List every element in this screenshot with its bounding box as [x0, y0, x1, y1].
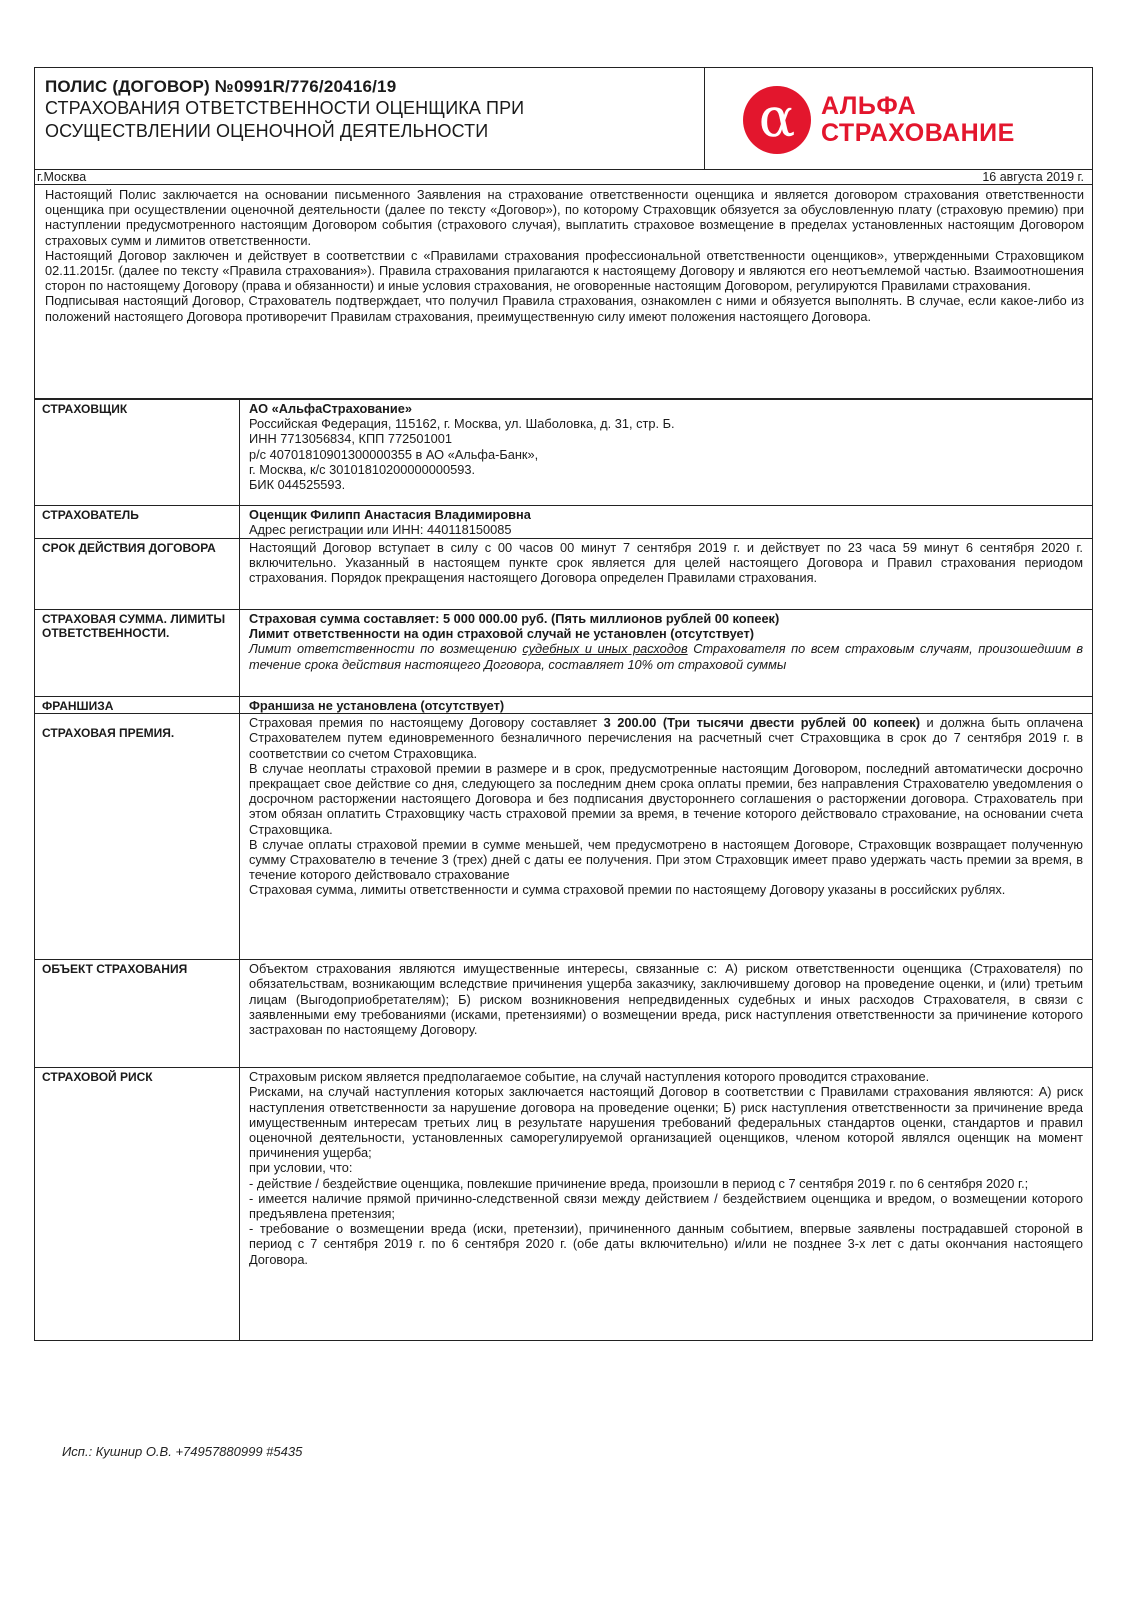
risk-condition: - действие / бездействие оценщика, повлекшие причинение вреда, произошли в период с 7 сентября 2019 г. по 6 сентября 2020 г.;	[249, 1175, 1029, 1191]
insurer-account: р/с 40701810901300000355 в АО «Альфа-Банк»,	[249, 446, 539, 462]
premium-currency: Страховая сумма, лимиты ответственности и сумма страховой премии по настоящему Договору указаны в российских рублях.	[249, 882, 1006, 898]
policy-title-line3: ОСУЩЕСТВЛЕНИИ ОЦЕНОЧНОЙ ДЕЯТЕЛЬНОСТИ	[45, 121, 489, 141]
insurer-corr-account: г. Москва, к/с 30101810200000000593.	[249, 461, 476, 477]
table-row	[35, 960, 1093, 1068]
logo-block	[705, 68, 1092, 169]
sum-details	[240, 610, 1093, 697]
place-date-row	[34, 170, 1093, 185]
logo-line1: АЛЬФА	[821, 92, 917, 120]
sum-insured: Страховая сумма составляет: 5 000 000.00 руб. (Пять миллионов рублей 00 копеек)	[249, 611, 780, 626]
risk-condition-intro: при условии, что:	[249, 1160, 353, 1176]
risk-condition: - имеется наличие прямой причинно-следственной связи между действием / бездействием оценщика и вредом, о возмещении которого предъявлена претензия;	[249, 1190, 1083, 1222]
risk-list: Рисками, на случай наступления которых заключается настоящий Договор в соответствии с Правилами страхования являются: А) риск наступления ответственности за нарушение договора на проведение оценки; Б) риск наступления ответственности за причинение вреда имущественным интересам третьих лиц в результате нарушения требований федеральных стандартов оценки, стандартов и правил оценочной деятельности, установленных саморегулируемой организацией оценщиков, членом которой являлся оценщик на момент причинения ущерба;	[249, 1084, 1083, 1161]
risk-definition: Страховым риском является предполагаемое событие, на случай наступления которого проводится страхование.	[249, 1069, 930, 1085]
policy-title-line2: СТРАХОВАНИЯ ОТВЕТСТВЕННОСТИ ОЦЕНЩИКА ПРИ	[45, 98, 525, 118]
alfa-logo	[743, 86, 1015, 154]
issue-date: 16 августа 2019 г.	[982, 170, 1084, 184]
intro-paragraph: Настоящий Договор заключен и действует в соответствии с «Правилами страхования профессиональной ответственности оценщиков», утвержденными Страховщиком 02.11.2015г. (далее по тексту «Правила страхования»). Правила страхования прилагаются к настоящему Договору и являются его неотъемлемой частью. Взаимоотношения сторон по настоящему Договору (права и обязанности) и иные условия страхования, не оговоренные настоящим Договором, регулируются Правилами страхования.	[45, 247, 1084, 294]
table-row	[35, 610, 1093, 697]
limit-per-case: Лимит ответственности на один страховой случай не установлен (отсутствует)	[249, 626, 754, 642]
insurer-inn: ИНН 7713056834, КПП 772501001	[249, 431, 452, 447]
intro-paragraph: Подписывая настоящий Договор, Страхователь подтверждает, что получил Правила страхования, ознакомлен с ними и обязуется выполнять. В случае, если какое-либо из положений настоящего Договора противоречит Правилам страхования, преимущественную силу имеют положения настоящего Договора.	[45, 293, 1084, 324]
logo-line2: СТРАХОВАНИЕ	[821, 119, 1015, 147]
sum-label: СТРАХОВАЯ СУММА. ЛИМИТЫ ОТВЕТСТВЕННОСТИ.	[35, 610, 240, 697]
table-row	[35, 400, 1093, 506]
term-label: СРОК ДЕЙСТВИЯ ДОГОВОРА	[35, 539, 240, 610]
insured-label: СТРАХОВАТЕЛЬ	[35, 506, 240, 539]
limit-expenses: Лимит ответственности по возмещению судебных и иных расходов Страхователя по всем страховым случаям, произошедшим в течение срока действия настоящего Договора, составляет 10% от страховой суммы	[249, 641, 1084, 672]
risk-condition: - требование о возмещении вреда (иски, претензии), причиненного данным событием, впервые заявлены пострадавшей стороной в период с 7 сентября 2019 г. по 6 сентября 2020 г. (обе даты включительно) и/или не позднее 3-х лет с даты окончания настоящего Договора.	[249, 1221, 1083, 1267]
insurer-address: Российская Федерация, 115162, г. Москва, ул. Шаболовка, д. 31, стр. Б.	[249, 416, 675, 432]
logo-text	[821, 93, 1015, 147]
franchise-text: Франшиза не установлена (отсутствует)	[240, 697, 1093, 714]
intro-paragraph: Настоящий Полис заключается на основании письменного Заявления на страхование ответственности оценщика и является договором страхования ответственности оценщика при осуществлении оценочной деятельности (далее по тексту «Договор»), по которому Страховщик обязуется за обусловленную плату (страховую премию) при наступлении предусмотренного настоящим Договором события (страхового случая), выплатить страховое возмещение в пределах установленных настоящим Договором страховых сумм и лимитов ответственности.	[45, 187, 1084, 248]
policy-terms-table	[34, 399, 1093, 1341]
table-row	[35, 506, 1093, 539]
insured-details	[240, 506, 1093, 539]
table-row	[35, 714, 1093, 960]
insured-inn: Адрес регистрации или ИНН: 440118150085	[249, 522, 512, 538]
insurer-label: СТРАХОВЩИК	[35, 400, 240, 506]
insurer-details	[240, 400, 1093, 506]
place: г.Москва	[37, 170, 87, 184]
insured-name: Оценщик Филипп Анастасия Владимировна	[249, 507, 531, 522]
policy-title-block	[35, 68, 705, 169]
premium-label: СТРАХОВАЯ ПРЕМИЯ.	[35, 714, 240, 960]
object-label: ОБЪЕКТ СТРАХОВАНИЯ	[35, 960, 240, 1068]
table-row	[35, 697, 1093, 714]
executor-footer: Исп.: Кушнир О.В. +74957880999 #5435	[62, 1444, 303, 1459]
policy-header	[34, 67, 1093, 170]
premium-underpayment: В случае оплаты страховой премии в сумме меньшей, чем предусмотрено в настоящем Договоре, Страховщик возвращает полученную сумму Страхователю в течение 3 (трех) дней с даты ее получения. При этом Страховщик имеет право удержать часть премии за время, в течение которого действовало страхование	[249, 836, 1083, 883]
premium-details	[240, 714, 1093, 960]
policy-number-title: ПОЛИС (ДОГОВОР) №0991R/776/20416/19	[45, 77, 397, 96]
insurer-name: АО «АльфаСтрахование»	[249, 401, 412, 416]
franchise-label: ФРАНШИЗА	[35, 697, 240, 714]
intro-text	[34, 185, 1093, 399]
object-text: Объектом страхования являются имущественные интересы, связанные с: А) риском ответственности оценщика (Страхователя) по обязательствам, возникающим вследствие причинения ущерба заказчику, заключившему договор на проведение оценки, и (или) третьим лицам (Выгодоприобретателям); Б) риском возникновения непредвиденных судебных и иных расходов Страхователя, в связи с заявленными ему требованиями (исками, претензиями) о возмещении вреда, риск наступления ответственности за причинение которого застрахован по настоящему Договору.	[240, 960, 1093, 1068]
policy-document	[34, 67, 1093, 1341]
risk-details	[240, 1068, 1093, 1341]
table-row	[35, 1068, 1093, 1341]
term-text: Настоящий Договор вступает в силу с 00 часов 00 минут 7 сентября 2019 г. и действует по 23 часа 59 минут 6 сентября 2020 г. включительно. Указанный в настоящем пункте срок является для целей настоящего Договора и Правил страхования периодом страхования. Порядок прекращения настоящего Договора определен Правилами страхования.	[240, 539, 1093, 610]
table-row	[35, 539, 1093, 610]
insurer-bik: БИК 044525593.	[249, 477, 346, 493]
premium-amount: Страховая премия по настоящему Договору составляет 3 200.00 (Три тысячи двести рублей 00 копеек) и должна быть оплачена Страхователем путем единовременного безналичного перечисления на расчетный счет Страховщика в срок до 7 сентября 2019 г. в соответствии со счетом Страховщика.	[249, 715, 1083, 761]
alfa-logo-icon: α	[743, 86, 811, 154]
risk-label: СТРАХОВОЙ РИСК	[35, 1068, 240, 1341]
premium-nonpayment: В случае неоплаты страховой премии в размере и в срок, предусмотренные настоящим Договором, последний автоматически досрочно прекращает свое действие со дня, следующего за последним днем срока оплаты премии, без направления Страхователю уведомления о досрочном расторжении настоящего Договора и без подписания двустороннего соглашения о расторжении договора. Страхователь при этом обязан оплатить Страховщику часть страховой премии за время, в течение которого действовало страхование, на основании счета Страховщика.	[249, 760, 1083, 837]
